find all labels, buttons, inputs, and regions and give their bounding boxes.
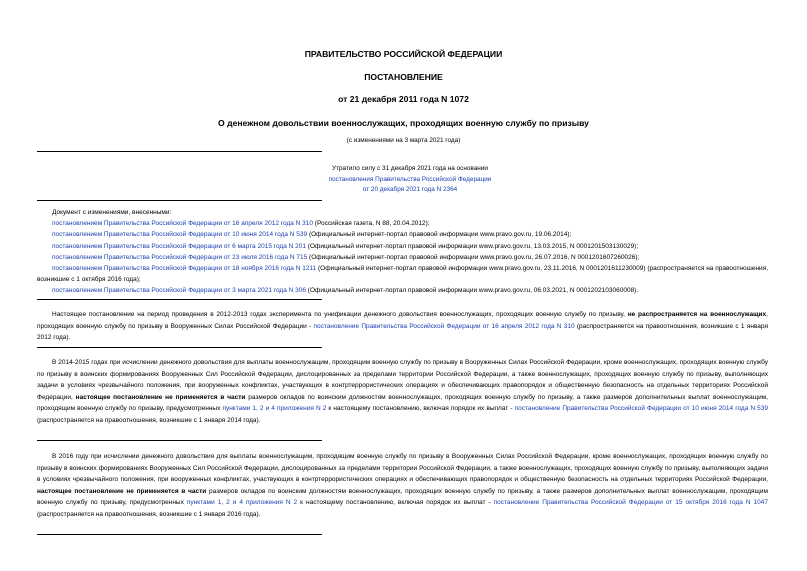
note-text: (распространяется на правоотношения, возникшие с 1 января 2016 года). <box>37 510 261 518</box>
divider <box>37 347 322 348</box>
note-text: (распространяется на правоотношения, возникшие с 1 января 2012 года). <box>37 322 768 342</box>
date-number-heading: от 21 декабря 2011 года N 1072 <box>338 94 469 104</box>
amendment-link[interactable]: постановлением Правительства Российской Федерации от 6 марта 2015 года N 201 <box>52 242 306 250</box>
note-2014-2015 <box>37 357 768 427</box>
list-item <box>52 285 768 296</box>
note-link[interactable]: постановление Правительства Российской Федерации от 10 июня 2014 года N 539 <box>514 405 769 413</box>
note-text: В 2014-2015 годах при исчислении денежного довольствия для выплаты военнослужащим, проходящим военную службу по призыву в Вооруженных Силах Российской Федерации, кроме военнослужащих, проходящих военную службу по призыву в воинских формированиях Вооруженных Сил Российской Федерации, дислоцированных за пределами территории Российской Федерации, а также военнослужащих, проходящих военную службу по призыву, выполняющих задачи в условиях чрезвычайного положения, при вооруженных конфликтах, участвующих в контртеррористических операциях и обеспечивающих правопорядок и общественную безопасность на отдельных территориях Российской Федерации, <box>37 359 768 401</box>
amendments-intro: Документ с изменениями, внесенными: <box>52 209 172 216</box>
changes-subtitle: (с изменениями на 3 марта 2021 года) <box>346 137 461 144</box>
list-item <box>52 229 768 240</box>
note-text: Настоящее постановление на период проведения в 2012-2013 годах эксперимента по унификации денежного довольствия военнослужащих, проходящих военную службу по призыву, <box>52 311 625 318</box>
amendment-link[interactable]: постановлением Правительства Российской Федерации от 16 апреля 2012 года N 310 <box>52 220 313 228</box>
note-2016 <box>37 451 768 521</box>
note-link[interactable]: постановление Правительства Российской Федерации от 15 октября 2016 года N 1047 <box>493 499 768 507</box>
amendment-source: (Официальный интернет-портал правовой информации www.pravo.gov.ru, 19.06.2014); <box>307 231 572 239</box>
expiry-link-line1[interactable]: постановления Правительства Российской Федерации <box>328 175 492 183</box>
note-text: (распространяется на правоотношения, возникшие с 1 января 2014 года). <box>37 416 261 424</box>
amendments-list <box>37 207 769 297</box>
experiment-note <box>37 309 768 344</box>
divider <box>37 440 322 441</box>
note-text: В 2016 году при исчислении денежного довольствия для выплаты военнослужащим, проходящим военную службу по призыву в Вооруженных Силах Российской Федерации, кроме военнослужащих, проходящих военную службу по призыву в воинских формированиях Вооруженных Сил Российской Федерации, дислоцированных за пределами территории Российской Федерации, а также военнослужащих, проходящих военную службу по призыву, выполняющих задачи в условиях чрезвычайного положения, при вооруженных конфликтах, участвующих в контртеррористических операциях и обеспечивающих правопорядок и общественную безопасность на отдельных территориях Российской Федерации, <box>37 453 768 484</box>
amendment-link[interactable]: постановлением Правительства Российской Федерации от 18 ноября 2016 года N 1211 <box>52 265 317 273</box>
note-link[interactable]: пунктами 1, 2 и 4 приложения N 2 <box>222 405 327 413</box>
amendment-source: (Российская газета, N 88, 20.04.2012); <box>313 220 430 228</box>
note-text: , проходящих военную службу по призыву в Вооруженных Силах Российской Федерации - <box>37 311 768 330</box>
note-text: размеров окладов по воинским должностям военнослужащих, проходящих военную службу по призыву, а также размеров дополнительных выплат военнослужащим, проходящим военную службу по призыву, предусмотренных <box>37 487 768 507</box>
expiry-text: Утратило силу с 31 декабря 2021 года на основании <box>332 165 488 172</box>
note-link[interactable]: пунктами 1, 2 и 4 приложения N 2 <box>186 499 298 507</box>
divider <box>37 151 322 152</box>
amendment-link[interactable]: постановлением Правительства Российской Федерации от 3 марта 2021 года N 306 <box>52 287 306 295</box>
government-heading: ПРАВИТЕЛЬСТВО РОССИЙСКОЙ ФЕДЕРАЦИИ <box>304 49 503 59</box>
note-bold-text: не распространяется на военнослужащих <box>624 311 767 318</box>
divider <box>37 200 322 201</box>
note-text: к настоящему постановлению, включая порядок их выплат - <box>326 405 515 413</box>
list-item <box>52 252 768 263</box>
document-title: О денежном довольствии военнослужащих, проходящих военную службу по призыву <box>218 118 589 128</box>
list-item <box>52 241 768 252</box>
list-item <box>37 263 768 285</box>
amendment-source: (Официальный интернет-портал правовой информации www.pravo.gov.ru, 26.07.2016, N 0001201607260026); <box>307 253 640 261</box>
divider <box>37 299 322 300</box>
amendment-source: (Официальный интернет-портал правовой информации www.pravo.gov.ru, 23.11.2016, N 0001201611230009) (распространяется на правоотношения, возникшие с 1 октября 2016 года); <box>37 265 769 284</box>
amendment-source: (Официальный интернет-портал правовой информации www.pravo.gov.ru, 13.03.2015, N 0001201503130029); <box>306 242 639 250</box>
note-text: к настоящему постановлению, включая порядок их выплат - <box>297 499 494 507</box>
list-item <box>52 218 768 229</box>
amendment-link[interactable]: постановлением Правительства Российской Федерации от 10 июня 2014 года N 539 <box>52 231 308 239</box>
note-bold-text: настоящее постановление не применяется в части <box>72 393 246 401</box>
note-bold-text: настоящее постановление не применяется в части <box>37 487 207 495</box>
document-type-heading: ПОСТАНОВЛЕНИЕ <box>364 72 443 82</box>
expiry-note <box>265 164 555 196</box>
amendment-link[interactable]: постановлением Правительства Российской Федерации от 23 июля 2016 года N 715 <box>52 253 308 261</box>
note-text: размеров окладов по воинским должностям военнослужащих, проходящих военную службу по призыву, а также размеров дополнительных выплат военнослужащим, проходящим военную службу по призыву, предусмотренных <box>37 393 768 413</box>
amendment-source: (Официальный интернет-портал правовой информации www.pravo.gov.ru, 06.03.2021, N 0001202103060008). <box>306 287 639 295</box>
expiry-link-line2[interactable]: от 20 декабря 2021 года N 2364 <box>362 186 458 194</box>
divider <box>37 534 322 535</box>
note-link[interactable]: постановление Правительства Российской Федерации от 16 апреля 2012 года N 310 <box>313 322 575 330</box>
